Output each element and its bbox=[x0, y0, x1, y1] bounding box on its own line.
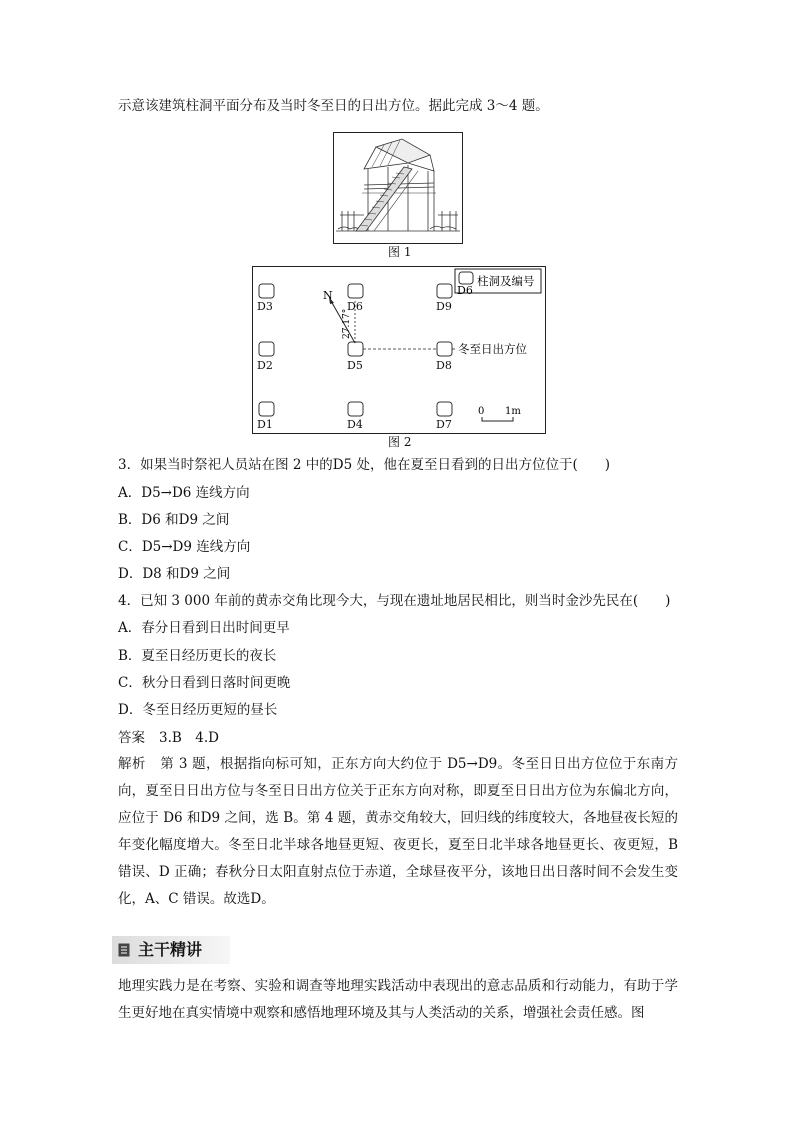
section-title: 主干精讲 bbox=[138, 940, 203, 959]
north-label: N bbox=[323, 289, 333, 302]
body-paragraph: 地理实践力是在考察、实验和调查等地理实践活动中表现出的意志品质和行动能力，有助于学生更好地在真实情境中观察和感悟地理环境及其与人类活动的关系，增强社会责任感。图 bbox=[118, 978, 678, 1021]
post-hole bbox=[259, 342, 274, 356]
sunrise-label: 冬至日出方位 bbox=[458, 342, 527, 356]
post-hole bbox=[437, 284, 452, 298]
question-4-option-c: C．秋分日看到日落时间更晚 bbox=[118, 675, 291, 691]
question-4-option-d: D．冬至日经历更短的昼长 bbox=[118, 702, 278, 718]
angle-label: 27.17° bbox=[342, 308, 352, 339]
section-header bbox=[112, 936, 230, 964]
figure-2-diagram bbox=[252, 266, 546, 434]
post-hole bbox=[437, 402, 452, 416]
question-4-stem: 4．已知 3 000 年前的黄赤交角比现今大，与现在遗址地居民相比，则当时金沙先民在( ) bbox=[118, 593, 671, 609]
answer-label: 答案 bbox=[118, 730, 145, 746]
question-3-stem: 3．如果当时祭祀人员站在图 2 中的D5 处，他在夏至日看到的日出方位位于( ) bbox=[118, 457, 610, 473]
post-hole bbox=[348, 284, 363, 298]
post-hole bbox=[437, 342, 452, 356]
document-icon bbox=[118, 943, 130, 957]
intro-text: 示意该建筑柱洞平面分布及当时冬至日的日出方位。据此完成 3～4 题。 bbox=[118, 98, 549, 114]
hole-label-d2: D2 bbox=[257, 359, 273, 372]
question-3-option-a: A．D5→D6 连线方向 bbox=[118, 485, 250, 501]
analysis-label: 解析 bbox=[118, 756, 146, 772]
analysis-paragraph bbox=[118, 751, 678, 913]
hole-label-d8: D8 bbox=[436, 359, 452, 372]
answer-row bbox=[118, 728, 219, 748]
figure-2-caption: 图 2 bbox=[388, 435, 412, 449]
legend-sample-label: D6 bbox=[457, 284, 473, 297]
scale-bar bbox=[482, 417, 513, 421]
post-hole bbox=[348, 342, 363, 356]
scale-zero: 0 bbox=[478, 406, 485, 417]
scale-one: 1m bbox=[505, 406, 521, 417]
hole-label-d9: D9 bbox=[436, 300, 452, 313]
building-sketch bbox=[334, 133, 462, 243]
figure-1-caption: 图 1 bbox=[388, 245, 412, 259]
post-hole-diagram bbox=[253, 267, 545, 433]
hole-label-d3: D3 bbox=[257, 300, 273, 313]
legend-hole-icon bbox=[459, 272, 473, 284]
answer-value: 3.B 4.D bbox=[159, 730, 220, 746]
question-4-option-a: A．春分日看到日出时间更早 bbox=[118, 620, 290, 636]
legend-label: 柱洞及编号 bbox=[477, 274, 535, 288]
question-3-option-d: D．D8 和D9 之间 bbox=[118, 566, 231, 582]
post-hole bbox=[259, 402, 274, 416]
hole-label-d6: D6 bbox=[347, 300, 363, 313]
figure-1-illustration bbox=[333, 132, 463, 244]
question-4-option-b: B．夏至日经历更长的夜长 bbox=[118, 648, 277, 664]
hole-label-d1: D1 bbox=[257, 418, 273, 431]
hole-label-d4: D4 bbox=[347, 418, 363, 431]
post-hole bbox=[348, 402, 363, 416]
hole-label-d5: D5 bbox=[347, 359, 363, 372]
post-hole bbox=[259, 284, 274, 298]
hole-label-d7: D7 bbox=[436, 418, 452, 431]
question-3-option-b: B．D6 和D9 之间 bbox=[118, 512, 230, 528]
question-3-option-c: C．D5→D9 连线方向 bbox=[118, 539, 251, 555]
analysis-text: 第 3 题，根据指向标可知，正东方向大约位于 D5→D9。冬至日日出方位位于东南方向，夏至日日出方位与冬至日日出方位关于正东方向对称，即夏至日日出方位为东偏北方向，应位于 D6 和D9 之间，选 B。第 4 题，黄赤交角较大，回归线的纬度较大，各地昼夜长短的年变化幅度增大。冬至日北半球各地昼更短、夜更长，夏至日北半球各地昼更长、夜更短，B 错误、D 正确；春秋分日太阳直射点位于赤道，全球昼夜平分，该地日出日落时间不会发生变化，A、C 错误。故选D。 bbox=[118, 756, 678, 907]
